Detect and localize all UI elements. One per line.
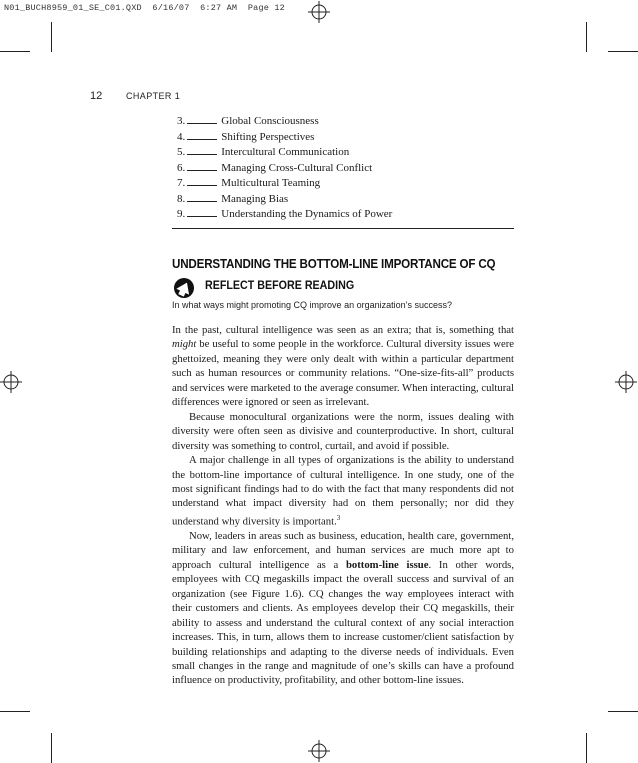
list-item	[177, 176, 392, 192]
list-item	[177, 130, 392, 146]
paragraph-text: be useful to some people in the workforce. Cultural diversity issues were ghettoized, meaning they were only dealt with within a particular department such as human resources or community relations. “One-size-fits-all” products and services were marketed to the average consumer. When interacting, cultural differences were ignored or seen as irrelevant.	[172, 338, 514, 409]
blank-line	[187, 161, 217, 171]
registration-mark-bottom-icon	[308, 740, 330, 762]
list-item	[177, 145, 392, 161]
list-item	[177, 161, 392, 177]
blank-line	[187, 207, 217, 217]
item-label: Managing Bias	[221, 192, 289, 205]
crop-mark-bottom-left-h	[0, 711, 30, 712]
registration-mark-left-icon	[0, 371, 22, 393]
crop-mark-top-right-v	[586, 22, 587, 52]
page-number: 12	[90, 90, 103, 102]
crop-mark-bottom-right-v	[586, 733, 587, 763]
blank-line	[187, 192, 217, 202]
paragraph-text: In the past, cultural intelligence was seen as an extra; that is, something that	[172, 324, 514, 336]
reflect-prompt: In what ways might promoting CQ improve an organization’s success?	[172, 300, 452, 310]
item-number: 5.	[177, 146, 186, 158]
paragraph	[172, 323, 514, 410]
item-number: 8.	[177, 192, 186, 205]
body-text	[172, 323, 514, 688]
crop-mark-top-right-h	[608, 51, 638, 52]
crop-mark-top-left-v	[51, 22, 52, 52]
item-number: 3.	[177, 115, 186, 127]
paragraph	[172, 453, 514, 529]
section-divider	[172, 228, 514, 229]
list-item	[177, 207, 392, 223]
blank-line	[187, 176, 217, 186]
item-label: Understanding the Dynamics of Power	[221, 208, 393, 220]
crop-mark-top-left-h	[0, 51, 30, 52]
blank-line	[187, 130, 217, 140]
paragraph: Because monocultural organizations were the norm, issues dealing with diversity were often seen as divisive and counterproductive. In short, cultural diversity was something to control, curtail, and avoid if possible.	[172, 410, 514, 452]
registration-mark-right-icon	[615, 371, 637, 393]
item-label: Shifting Perspectives	[221, 130, 315, 143]
reflect-heading: REFLECT BEFORE READING	[205, 280, 355, 292]
item-number: 9.	[177, 208, 186, 220]
paragraph-text: Now, leaders in areas such as business, education, health care, government, military and law enforcement, and human services are much more apt to approach cultural intelligence as a	[172, 529, 514, 571]
item-number: 4.	[177, 130, 186, 143]
item-label: Global Consciousness	[221, 115, 319, 127]
emphasis-text: might	[172, 338, 197, 351]
chapter-label: CHAPTER 1	[126, 91, 181, 101]
item-number: 7.	[177, 177, 186, 189]
item-number: 6.	[177, 161, 186, 174]
crop-mark-bottom-left-v	[51, 733, 52, 763]
paragraph	[172, 529, 514, 688]
blank-line	[187, 114, 217, 124]
blank-line	[187, 145, 217, 155]
section-heading: UNDERSTANDING THE BOTTOM-LINE IMPORTANCE OF CQ	[172, 257, 496, 271]
paragraph-text: A major challenge in all types of organizations is the ability to understand the bottom-line importance of cultural intelligence. In one study, one of the most significant findings had to do with the fact that many respondents did not understand what impact diversity had on them personally; nor did they understand why diversity is important.	[172, 454, 514, 528]
crop-mark-bottom-right-h	[608, 711, 638, 712]
registration-mark-top-icon	[308, 1, 330, 23]
footnote-marker: 3	[336, 513, 341, 522]
item-label: Multicultural Teaming	[221, 177, 321, 189]
list-item	[177, 192, 392, 208]
megaskills-checklist	[177, 114, 392, 223]
item-label: Managing Cross-Cultural Conflict	[221, 161, 373, 174]
item-label: Intercultural Communication	[221, 146, 350, 158]
paragraph-text: . In other words, employees with CQ megaskills impact the overall success and survival of an organization (see Figure 1.6). CQ changes the way employees interact with their customers and clients. As employees develop their CQ megaskills, their ability to assess and understand the cultural context of any social interaction increases. This, in turn, allows them to increase customer/client satisfaction by building relationships and adapting to the diverse needs of individuals. Even small changes in the range and magnitude of one’s skills can have a profound influence on productivity, profitability, and other bottom-line issues.	[172, 558, 514, 687]
list-item	[177, 114, 392, 130]
printer-slug: N01_BUCH8959_01_SE_C01.QXD 6/16/07 6:27 AM Page 12	[4, 3, 285, 13]
key-term: bottom-line issue	[345, 558, 429, 571]
reflect-arrow-icon	[172, 277, 198, 299]
